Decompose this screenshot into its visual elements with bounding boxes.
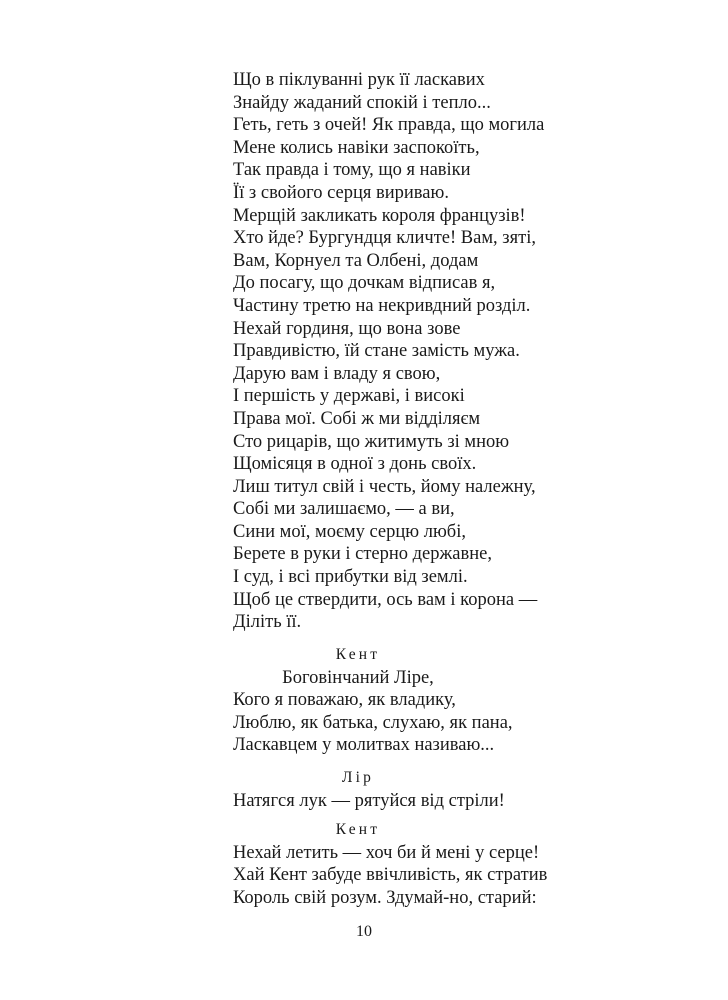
verse-line: Щоб це ствердити, ось вам і корона —: [233, 589, 538, 610]
verse-line: Діліть її.: [233, 612, 302, 633]
verse-line: Так правда і тому, що я навіки: [233, 160, 471, 181]
verse-line: Собі ми залишаємо, — а ви,: [233, 499, 455, 520]
verse-line: Кого я поважаю, як владику,: [233, 690, 456, 711]
speech-kent-1: [233, 644, 653, 757]
verse-line: Права мої. Собі ж ми відділяєм: [233, 408, 481, 429]
verse-line: Натягся лук — рятуйся від стріли!: [233, 790, 505, 811]
verse-line: Її з свойого серця вириваю.: [233, 182, 449, 203]
speaker-name: Кент: [335, 646, 381, 663]
verse-line: Хто йде? Бургундця кличте! Вам, зяті,: [233, 228, 536, 249]
speech-kent-2: [233, 819, 653, 909]
verse-line: Берете в руки і стерно державне,: [233, 544, 492, 565]
verse-line: Вам, Корнуел та Олбені, додам: [233, 250, 479, 271]
speaker-name: Лір: [341, 769, 375, 786]
verse-line: Щомісяця в одної з донь своїх.: [233, 454, 477, 475]
verse-line: Мене колись навіки заспокоїть,: [233, 137, 480, 158]
verse-line: Сини мої, моєму серцю любі,: [233, 521, 466, 542]
verse-line: Частину третю на некривдний розділ.: [233, 295, 531, 316]
verse-line: Лиш титул свій і честь, йому належну,: [233, 476, 536, 497]
verse-line: Дарую вам і владу я свою,: [233, 363, 441, 384]
verse-line: Король свій розум. Здумай-но, старий:: [233, 887, 537, 908]
verse-line: Боговінчаний Ліре,: [282, 667, 434, 688]
verse-line: Що в піклуванні рук її ласкавих: [233, 70, 485, 90]
verse-line: І першість у державі, і високі: [233, 386, 465, 407]
verse-line: Нехай летить — хоч би й мені у серце!: [233, 842, 540, 863]
verse-line: І суд, і всі прибутки від землі.: [233, 567, 468, 588]
verse-line: Геть, геть з очей! Як правда, що могила: [233, 115, 545, 136]
verse-line: Знайду жаданий спокій і тепло...: [233, 92, 491, 113]
page-number: 10: [356, 923, 372, 940]
verse-main: [233, 69, 653, 634]
verse-line: Правдивістю, їй стане замість мужа.: [233, 341, 520, 362]
verse-line: Люблю, як батька, слухаю, як пана,: [233, 712, 513, 733]
verse-line: До посагу, що дочкам відписав я,: [233, 273, 496, 294]
verse-line: Мерщій закликать короля французів!: [233, 205, 526, 226]
verse-line: Хай Кент забуде ввічливість, як стратив: [233, 865, 548, 886]
verse-line: Нехай гординя, що вона зове: [233, 318, 461, 339]
speech-lear: [233, 767, 653, 812]
verse-line: Сто рицарів, що житимуть зі мною: [233, 431, 510, 452]
speaker-name: Кент: [335, 821, 381, 838]
verse-line: Ласкавцем у молитвах називаю...: [233, 735, 495, 756]
